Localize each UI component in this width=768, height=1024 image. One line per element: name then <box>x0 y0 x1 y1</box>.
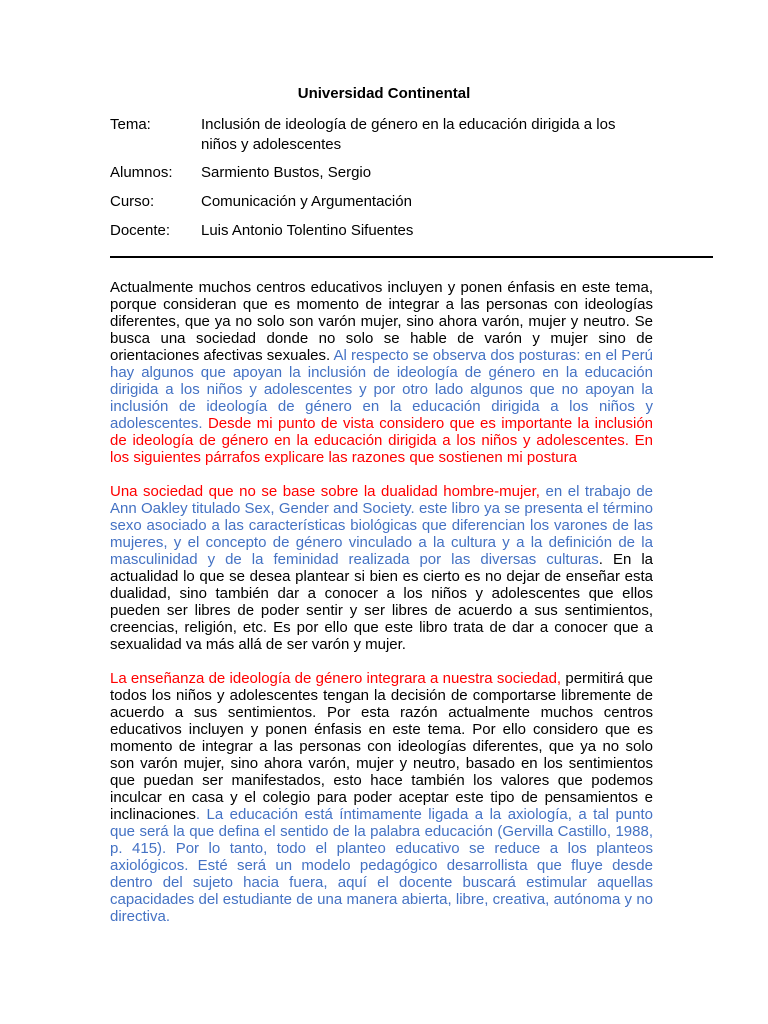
meta-value-tema: Inclusión de ideología de género en la educación dirigida a los niños y adolescentes <box>201 116 616 153</box>
paragraph-2-run-1: Una sociedad que no se base sobre la dualidad hombre-mujer, <box>110 483 546 500</box>
paragraph-1-run-2: Al respecto se observa dos posturas: en el Perú hay algunos que apoyan la inclusión de ideología de género en la educación dirigida a los niños y adolescentes y por otro lado algunos que no apoyan la inclusión de ideología de género en la educación dirigida a los niños y adolescentes. <box>110 347 653 432</box>
header-divider <box>110 256 713 258</box>
paragraph-2-run-2: en el trabajo de Ann Oakley titulado Sex, Gender and Society. este libro ya se presenta el término sexo asociado a las características biológicas que diferencian los varones de las mujeres, y el concepto de género vinculado a la cultura y a la definición de la masculinidad y de la feminidad realizada por las diversas culturas <box>110 483 653 568</box>
paragraph-1 <box>110 279 653 466</box>
paragraph-1-run-3: Desde mi punto de vista considero que es importante la inclusión de ideología de género en la educación dirigida a los niños y adolescentes. En los siguientes párrafos explicare las razones que sostienen mi postura <box>110 415 653 466</box>
meta-row-tema <box>110 115 670 155</box>
meta-value-alumnos: Sarmiento Bustos, Sergio <box>201 164 372 181</box>
paragraph-2 <box>110 483 653 653</box>
meta-row-alumnos <box>110 163 670 183</box>
meta-value-docente: Luis Antonio Tolentino Sifuentes <box>201 222 414 239</box>
document-title: Universidad Continental <box>297 85 471 102</box>
meta-value-curso: Comunicación y Argumentación <box>201 193 412 210</box>
meta-label-tema: Tema: <box>110 116 151 133</box>
paragraph-3-run-3: . La educación está íntimamente ligada a la axiología, a tal punto que será la que defina el sentido de la palabra educación (Gervilla Castillo, 1988, p. 415). Por lo tanto, todo el planteo educativo se reduce a los planteos axiológicos. Esté será un modelo pedagógico desarrollista que fluye desde dentro del sujeto hacia fuera, aquí el docente buscará estimular aquellas capacidades del estudiante de una manera abierta, libre, creativa, autónoma y no directiva. <box>110 806 653 925</box>
paragraph-1-run-1: Actualmente muchos centros educativos incluyen y ponen énfasis en este tema, porque consideran que es momento de integrar a las personas con ideologías diferentes, que ya no solo son varón mujer, sino ahora varón, mujer y neutro. Se busca una sociedad donde no solo se hable de varón y mujer sino de orientaciones afectivas sexuales. <box>110 279 653 364</box>
meta-label-curso: Curso: <box>110 193 155 210</box>
meta-label-docente: Docente: <box>110 222 171 239</box>
paragraph-2-run-3: . En la actualidad lo que se desea plantear si bien es cierto es no dejar de enseñar esta dualidad, sino también dar a conocer a los niños y adolescentes que ellos pueden ser libres de poder sentir y ser libres de acuerdo a sus sentimientos, creencias, religión, etc. Es por ello que este libro trata de dar a conocer que a sexualidad va más allá de ser varón y mujer. <box>110 551 654 653</box>
meta-row-curso <box>110 192 670 212</box>
meta-label-alumnos: Alumnos: <box>110 164 173 181</box>
paragraph-3-run-1: La enseñanza de ideología de género integrara a nuestra sociedad, <box>110 670 566 687</box>
meta-row-docente <box>110 221 670 241</box>
paragraph-3 <box>110 670 653 925</box>
document-body <box>110 279 653 942</box>
paragraph-3-run-2: permitirá que todos los niños y adolescentes tengan la decisión de comportarse libremente de acuerdo a sus sentimientos. Por esta razón actualmente muchos centros educativos incluyen y ponen énfasis en este tema. Por ello considero que es momento de integrar a las personas con ideologías diferentes, que ya no solo son varón mujer, sino ahora varón, mujer y neutro, basado en los sentimientos que puedan ser manifestados, esto hace también los valores que podemos inculcar en casa y el colegio para poder aceptar este tipo de pensamientos e inclinaciones <box>110 670 653 823</box>
